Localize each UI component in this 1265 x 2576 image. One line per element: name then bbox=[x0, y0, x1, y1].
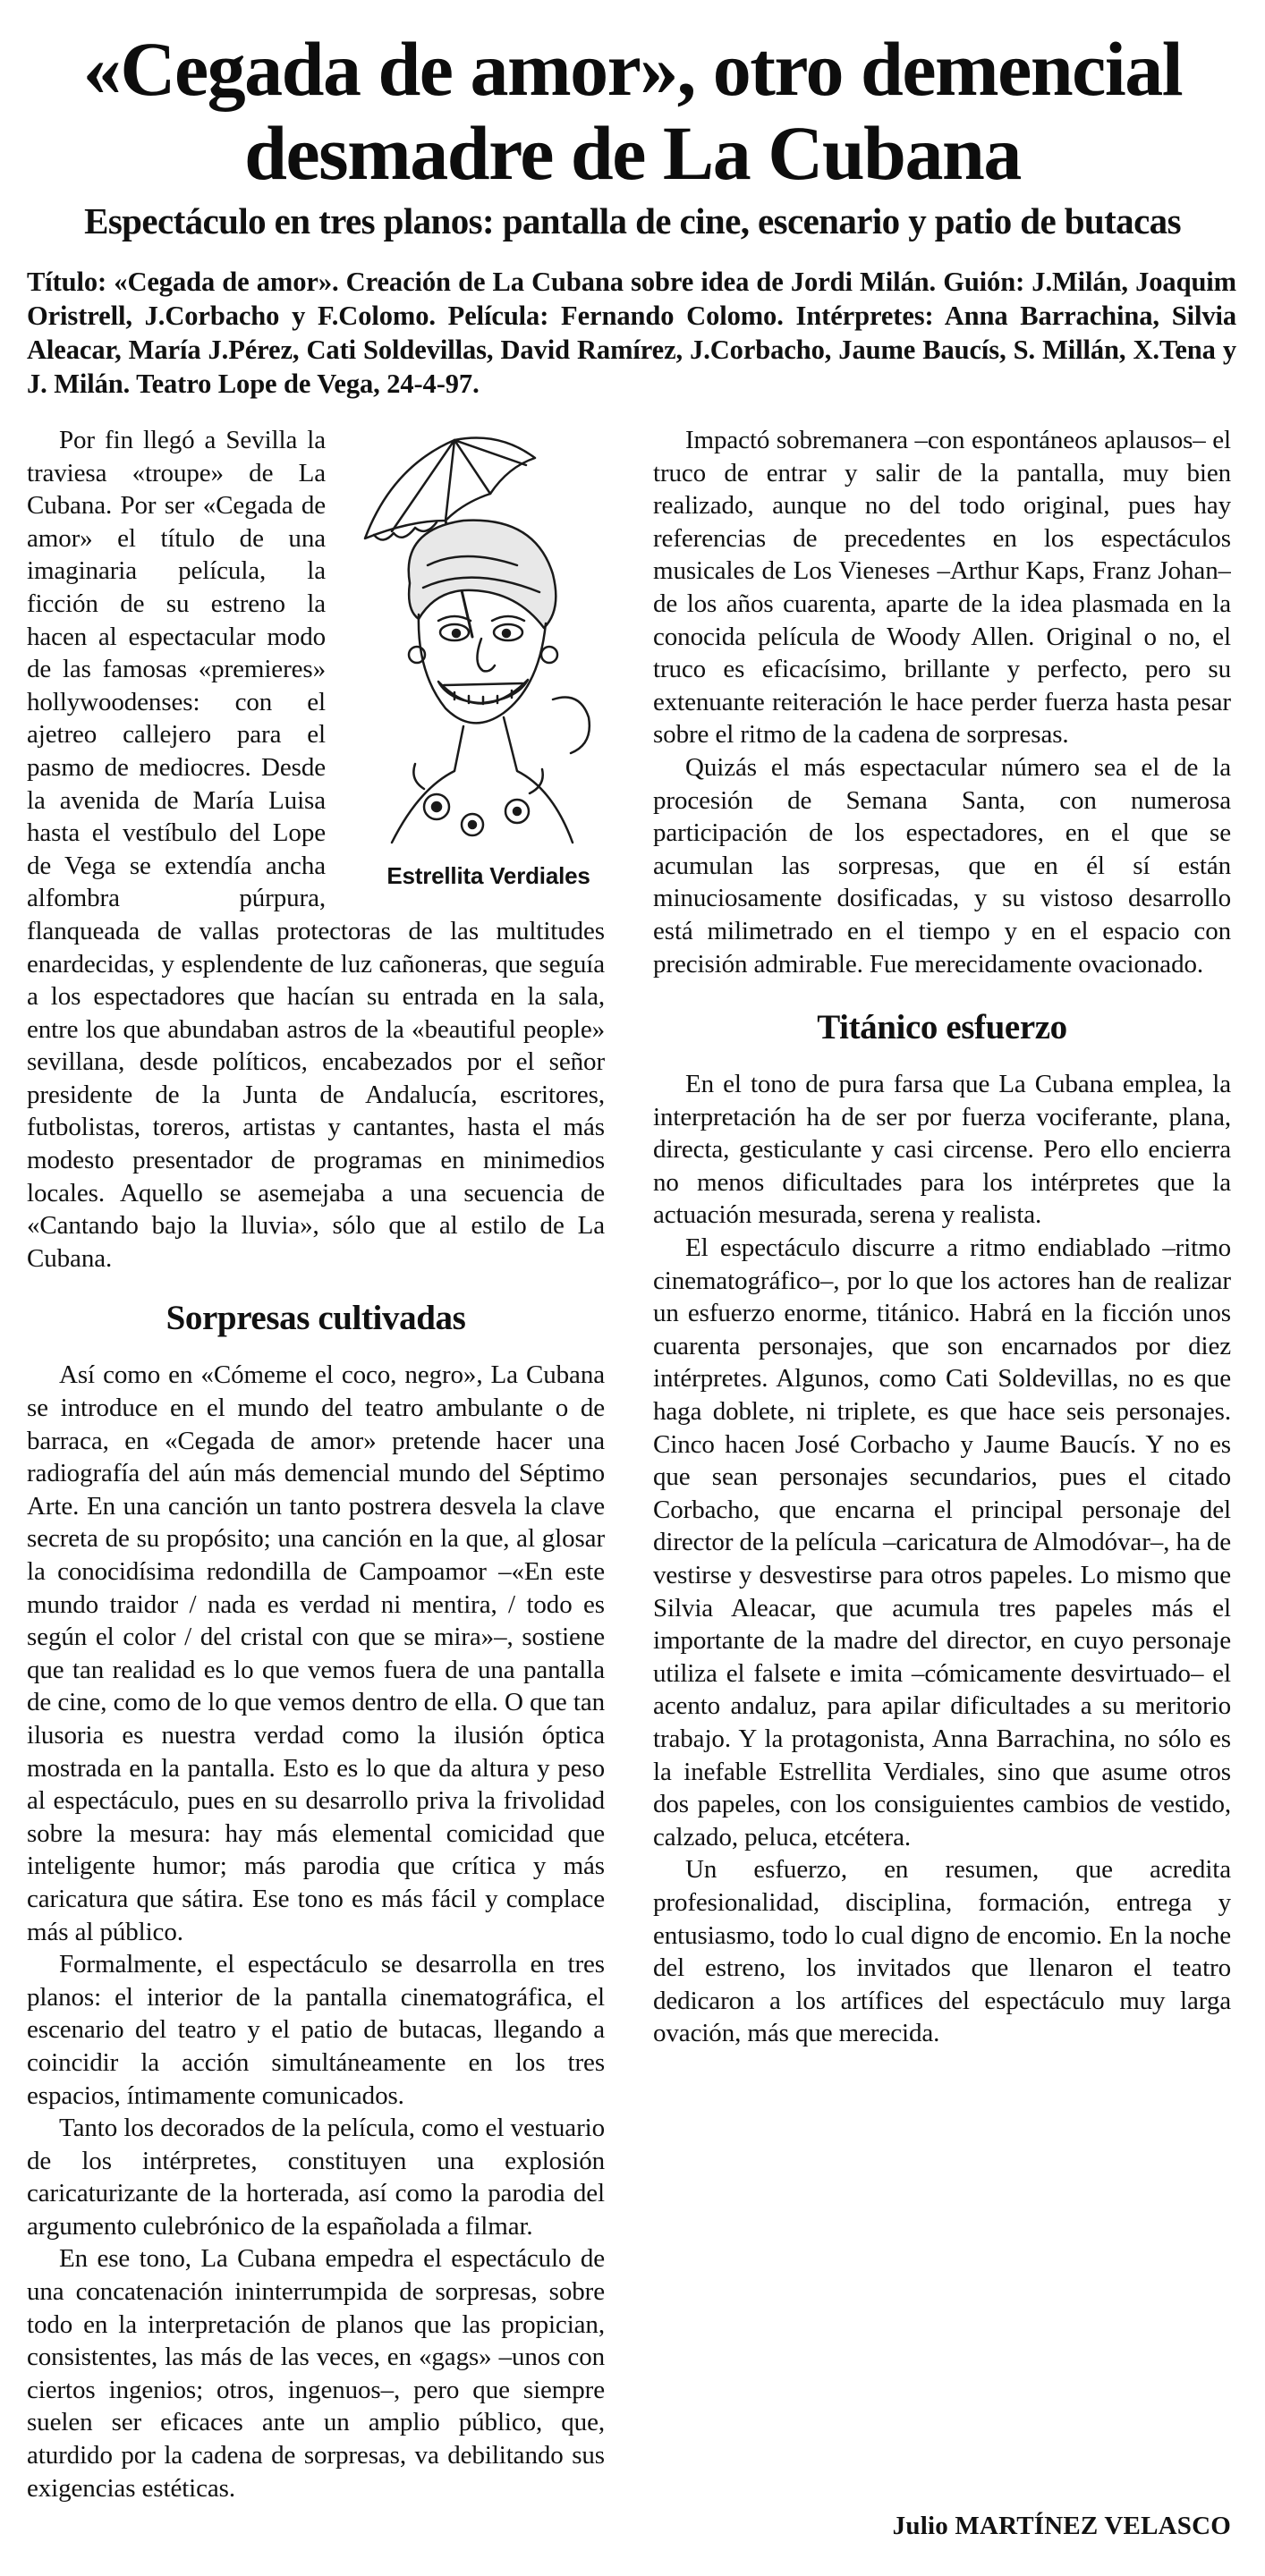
paragraph: Un esfuerzo, en resumen, que acredita profesionalidad, disciplina, formación, entrega y entusiasmo, todo lo cual digno de encomio. En la noche del estreno, los invitados que llenaron el teatro dedicaron a los artífices del espectáculo muy larga ovación, más que merecida. bbox=[653, 1855, 1231, 2048]
headline bbox=[36, 27, 1229, 195]
paragraph: En ese tono, La Cubana empedra el espectáculo de una concatenación ininterrumpida de sorpresas, sobre todo en la interpretación de planos que las propician, consistentes, las más de las veces, en «gags» –unos con ciertos ingenios; otros, ingenuos–, pero que siempre suelen ser eficaces ante un amplio público, que, aturdido por la cadena de sorpresas, va debilitando sus exigencias estéticas. bbox=[27, 2244, 605, 2503]
credits-block: Título: «Cegada de amor». Creación de La Cubana sobre idea de Jordi Milán. Guión: J.Milán, Joaquim Oristrell, J.Corbacho y F.Colomo. Película: Fernando Colomo. Intérpretes: Anna Barrachina, Silvia Aleacar, María J.Pérez, Cati Soldevillas, David Ramírez, J.Corbacho, Jaume Baucís, S. Millán, X.Tena y J. Milán. Teatro Lope de Vega, 24-4-97. bbox=[27, 267, 1236, 399]
paragraph: Tanto los decorados de la película, como el vestuario de los intérpretes, constituyen una explosión caricaturizante de la horterada, así como la parodia del argumento culebrónico de la españolada a filmar. bbox=[27, 2114, 605, 2241]
paragraph: Formalmente, el espectáculo se desarrolla en tres planos: el interior de la pantalla cinematográfica, el escenario del teatro y el patio de butacas, llegando a coincidir la acción simultáneamente en los tres espacios, íntimamente comunicados. bbox=[27, 1950, 605, 2110]
byline: Julio MARTÍNEZ VELASCO bbox=[892, 2512, 1231, 2540]
section-heading: Sorpresas cultivadas bbox=[166, 1299, 466, 1338]
paragraph: El espectáculo discurre a ritmo endiablado –ritmo cinematográfico–, por lo que los actores han de realizar un esfuerzo enorme, titánico. Habrá en la ficción unos cuarenta personajes, que son encarnados por diez intérpretes. Algunos, como Cati Soldevillas, no es que haga doblete, ni triplete, es que hace seis personajes. Cinco hacen José Corbacho y Jaume Baucís. Y no es que sean personajes secundarios, pues el citado Corbacho, que encarna el principal personaje del director de la película –caricatura de Almodóvar–, ha de vestirse y desvestirse para otros papeles. Lo mismo que Silvia Aleacar, que acumula tres papeles más el importante de la madre del director, en cuyo personaje utiliza el falsete e imita –cómicamente desvirtuado– el acento andaluz, para apilar dificultades a su meritorio trabajo. Y la protagonista, Anna Barrachina, no sólo es la inefable Estrellita Verdiales, sino que asume otros dos papeles, con los consiguientes cambios de vestido, calzado, peluca, etcétera. bbox=[653, 1233, 1231, 1852]
headline-line-1: «Cegada de amor», otro demencial bbox=[82, 26, 1183, 112]
section-heading: Titánico esfuerzo bbox=[817, 1008, 1067, 1047]
column-right bbox=[653, 424, 1231, 2562]
caricature-drawing-icon bbox=[338, 431, 605, 860]
headline-line-2: desmadre de La Cubana bbox=[244, 110, 1021, 196]
caricature-figure bbox=[338, 431, 605, 896]
paragraph: Impactó sobremanera –con espontáneos aplausos– el truco de entrar y salir de la pantalla, muy bien realizado, aunque no del todo original, pues hay referencias de precedentes en los espectáculos musicales de Los Vieneses –Arthur Kaps, Franz Johan– de los años cuarenta, aparte de la idea plasmada en la conocida película de Woody Allen. Original o no, el truco es eficacísimo, brillante y perfecto, pero su extenuante reiteración le hace perder fuerza hasta pesar sobre el ritmo de la cadena de sorpresas. bbox=[653, 426, 1231, 750]
paragraph: Por fin llegó a Sevilla la traviesa «troupe» de La Cubana. Por ser «Cegada de amor» el título de una imaginaria película, la ficción de su estreno la hacen al espectacular modo de las famosas «premieres» hollywoodenses: con el ajetreo callejero para el pasmo de mediocres. Desde la avenida de María Luisa hasta el vestíbulo del Lope de Vega se extendía ancha alfombra púrpura, flanqueada de vallas protectoras de las multitudes enardecidas, y esplendente de luz cañoneras, que seguía a los espectadores que hacían su entrada en la sala, entre los que abundaban astros de la «beautiful people» sevillana, desde políticos, encabezados por el señor presidente de la Junta de Andalucía, escritores, futbolistas, toreros, artistas y cantantes, hasta el más modesto presentador de programas en minimedios locales. Aquello se asemejaba a una secuencia de «Cantando bajo la lluvia», sólo que al estilo de La Cubana. bbox=[27, 426, 605, 1273]
subheadline: Espectáculo en tres planos: pantalla de cine, escenario y patio de butacas bbox=[84, 200, 1181, 242]
paragraph: En el tono de pura farsa que La Cubana emplea, la interpretación ha de ser por fuerza vociferante, plana, directa, gesticulante y casi circense. Pero ello encierra no menos dificultades para los intérpretes que la actuación mesurada, serena y realista. bbox=[653, 1070, 1231, 1230]
caricature-caption: Estrellita Verdiales bbox=[386, 862, 590, 889]
paragraph: Así como en «Cómeme el coco, negro», La Cubana se introduce en el mundo del teatro ambulante o de barraca, en «Cegada de amor» pretende hacer una radiografía del aún más demencial mundo del Séptimo Arte. En una canción un tanto postrera desvela la clave secreta de su propósito; una canción en la que, al glosar la conocidísima redondilla de Campoamor –«En este mundo traidor / nada es verdad ni mentira, / todo es según el color / del cristal con que se mira»–, sostiene que tan realidad es lo que vemos fuera de una pantalla de cine, como de lo que vemos dentro de ella. O que tan ilusoria es nuestra verdad como la ilusión óptica mostrada en la pantalla. Esto es lo que da altura y peso al espectáculo, pues en su desarrollo priva la frivolidad sobre la mesura: hay más elemental comicidad que inteligente humor; más parodia que crítica y más caricatura que sátira. Ese tono es más fácil y complace más al público. bbox=[27, 1360, 605, 1946]
paragraph: Quizás el más espectacular número sea el de la procesión de Semana Santa, con numerosa participación de los espectadores, en el que se acumulan las sorpresas, que en él sí están minuciosamente dosificadas, y su vistoso desarrollo está milimetrado en el tiempo y en el espacio con precisión admirable. Fue merecidamente ovacionado. bbox=[653, 752, 1231, 979]
column-left bbox=[27, 424, 605, 2562]
